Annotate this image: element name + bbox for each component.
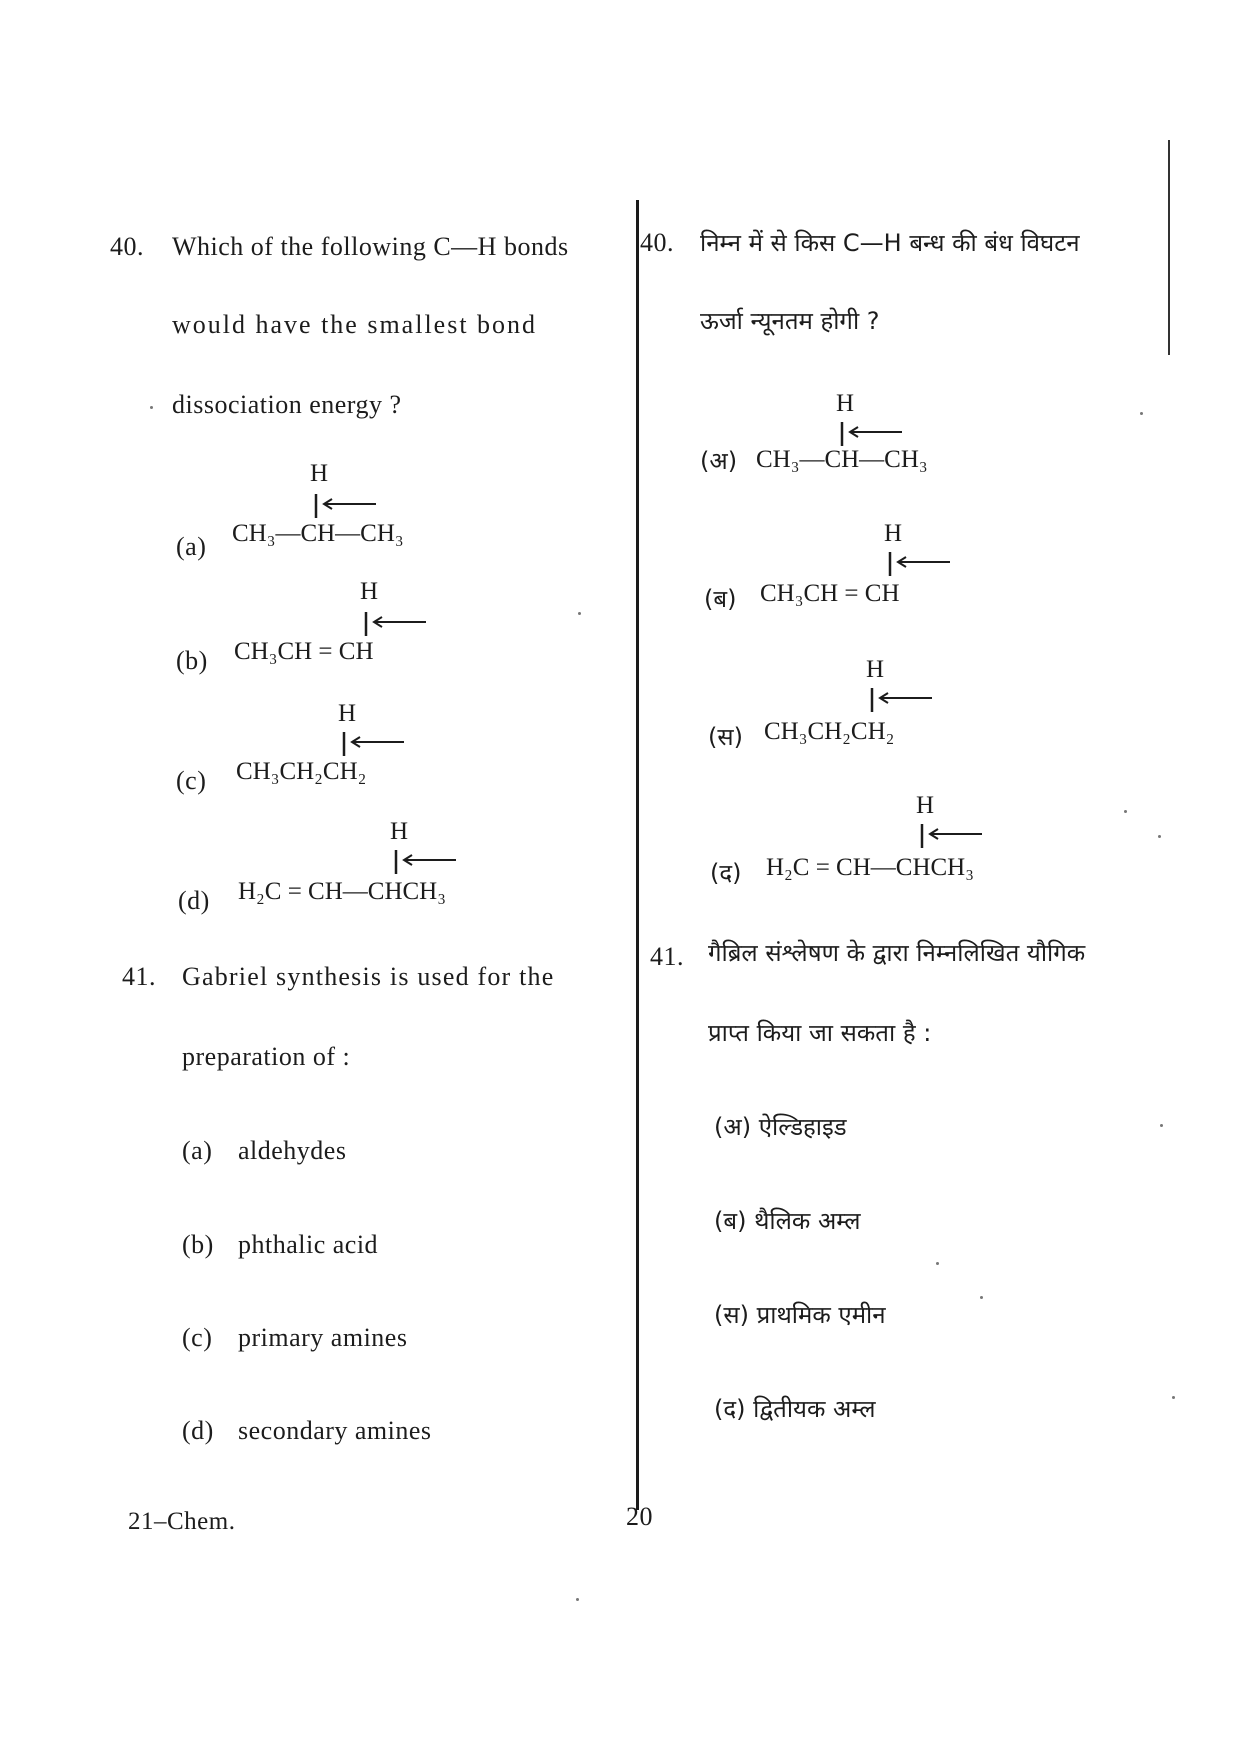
hydrogen-atom-label: H [360,578,379,605]
chemical-formula: CH₃CH₂CH₂ [764,718,895,745]
option-text: secondary amines [238,1416,432,1445]
scan-speck [150,406,153,409]
option-label: (c) [176,766,207,795]
option-text: थैलिक अम्ल [754,1207,861,1235]
option-label: (द) [710,859,742,887]
page-edge-mark [1168,140,1170,355]
question-number: 41. [122,962,156,991]
option-label: (ब) [714,1207,747,1235]
page-number: 20 [626,1502,653,1531]
question-number: 40. [640,228,674,257]
option-text: aldehydes [238,1136,347,1165]
scan-speck [980,1296,983,1299]
hydrogen-atom-label: H [836,390,855,417]
option-label: (b) [176,646,208,675]
chemical-formula: CH₃CH = CH [234,638,374,665]
option-label: (d) [182,1416,214,1445]
bond-arrow-icon [360,608,430,640]
bond-arrow-icon [310,490,380,522]
hydrogen-atom-label: H [310,460,329,487]
chemical-formula: CH₃CH₂CH₂ [236,758,367,785]
hydrogen-atom-label: H [916,792,935,819]
option-label: (b) [182,1230,214,1259]
scan-speck [1172,1396,1175,1399]
option-item [182,1230,378,1260]
option-item [714,1204,861,1237]
chemical-formula: H₂C = CH—CHCH₃ [238,878,446,905]
option-label: (a) [176,532,207,561]
chemical-formula: CH₃—CH—CH₃ [232,520,404,547]
scan-speck [1160,1124,1163,1127]
question-number: 40. [110,232,144,261]
question-text-line: Gabriel synthesis is used for the [182,962,555,991]
bond-arrow-icon [916,820,986,852]
question-text-line: प्राप्त किया जा सकता है : [708,1019,932,1047]
question-text-line: would have the smallest bond [172,310,538,339]
hydrogen-atom-label: H [866,656,885,683]
option-label: (अ) [714,1113,752,1141]
paper-code: 21–Chem. [128,1508,236,1535]
chemical-formula: H₂C = CH—CHCH₃ [766,854,974,881]
option-text: phthalic acid [238,1230,379,1259]
question-text-line: निम्न में से किस C—H बन्ध की बंध विघटन [700,229,1080,257]
option-item [182,1416,432,1446]
bond-arrow-icon [338,728,408,760]
hydrogen-atom-label: H [390,818,409,845]
option-text: ऐल्डिहाइड [758,1113,847,1141]
option-item [714,1392,876,1425]
question-text-line: preparation of : [182,1042,351,1071]
option-text: द्वितीयक अम्ल [753,1395,876,1423]
option-label: (d) [178,886,210,915]
bond-arrow-icon [390,846,460,878]
option-label: (a) [182,1136,213,1165]
option-label: (c) [182,1323,213,1352]
option-text: प्राथमिक एमीन [756,1301,886,1329]
scan-speck [1140,412,1143,415]
option-label: (स) [714,1301,749,1329]
hydrogen-atom-label: H [338,700,357,727]
question-number: 41. [650,942,684,971]
option-label: (द) [714,1395,746,1423]
scan-speck [1124,810,1127,813]
question-text-line: गैब्रिल संश्लेषण के द्वारा निम्नलिखित यौगिक [708,939,1086,967]
question-text-line: dissociation energy ? [172,390,402,419]
scan-speck [936,1262,939,1265]
option-label: (ब) [704,585,737,613]
hydrogen-atom-label: H [884,520,903,547]
column-divider [636,200,639,1510]
scan-speck [1158,835,1161,838]
scan-speck [576,1598,579,1601]
option-item [714,1110,847,1143]
option-item [182,1136,346,1166]
question-text-line: Which of the following C—H bonds [172,232,569,261]
question-text-line: ऊर्जा न्यूनतम होगी ? [700,307,880,335]
bond-arrow-icon [866,684,936,716]
scan-speck [578,612,581,615]
option-item [182,1323,407,1353]
option-label: (अ) [700,447,738,475]
option-item [714,1298,886,1331]
bond-arrow-icon [884,548,954,580]
option-text: primary amines [238,1323,408,1352]
option-label: (स) [708,723,743,751]
chemical-formula: CH₃—CH—CH₃ [756,446,928,473]
chemical-formula: CH₃CH = CH [760,580,900,607]
